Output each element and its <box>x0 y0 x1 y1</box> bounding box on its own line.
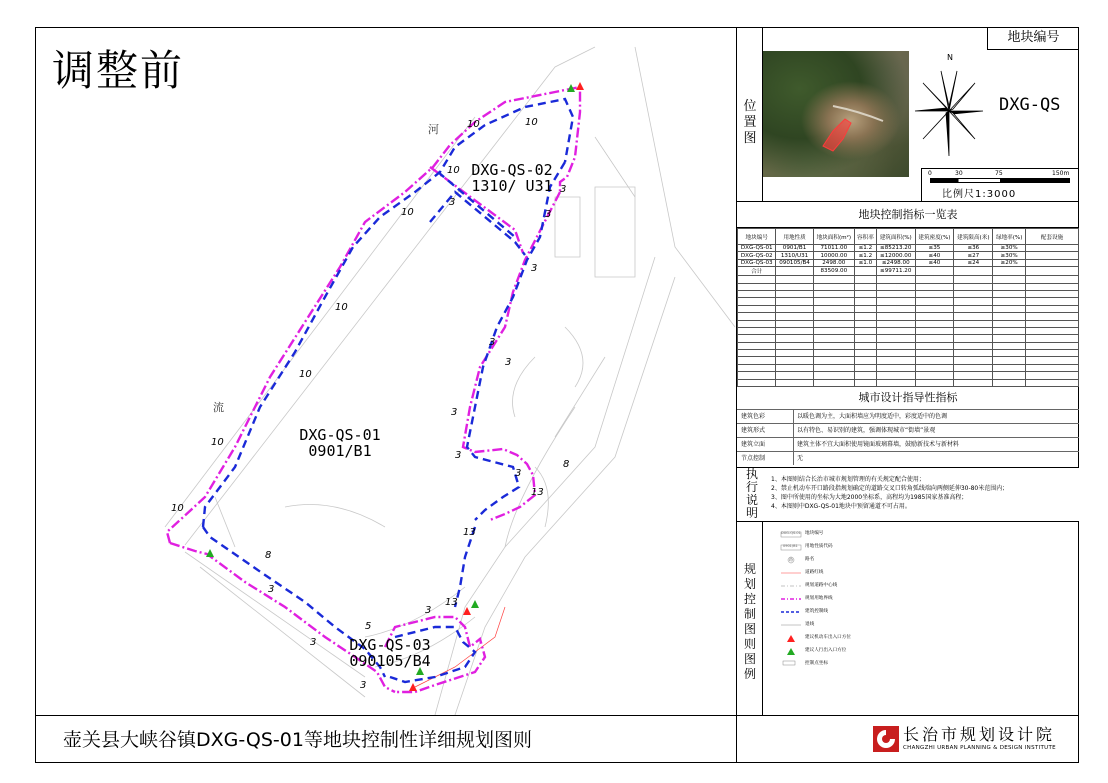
legend-item: 控制点坐标 <box>805 661 828 666</box>
table-row-empty <box>738 379 1079 386</box>
background-linework <box>165 47 735 715</box>
vehicle-entry-marker <box>576 82 584 90</box>
scale-graphic <box>930 178 1070 183</box>
table-cell: ≤1.2 <box>854 245 876 252</box>
setback-number: 3 <box>505 357 512 368</box>
north-label: N <box>947 53 953 62</box>
index-table-header <box>738 229 1079 245</box>
table-cell: 71011.00 <box>813 245 854 252</box>
notes-label: 执 行 说 明 <box>745 467 758 520</box>
notes-section <box>737 467 1079 522</box>
table-cell: DXG-QS-03 <box>738 259 776 266</box>
guide-key: 建筑形式 <box>741 427 766 434</box>
table-header-cell: 地块编号 <box>738 229 776 245</box>
institute-name: 长治市规划设计院 <box>903 725 1056 744</box>
table-row-empty <box>738 283 1079 290</box>
table-row <box>738 259 1079 266</box>
legend-sample-code: DXG-QS-01 <box>781 531 801 535</box>
legend-item: 道路红线 <box>805 570 824 575</box>
guide-key: 建筑立面 <box>741 441 766 448</box>
setback-number: 3 <box>560 184 567 195</box>
institute-logo-icon <box>873 726 899 752</box>
design-guide-title: 城市设计指导性指标 <box>858 391 958 404</box>
table-header-cell: 建筑面积(%) <box>876 229 915 245</box>
table-row-empty <box>738 298 1079 305</box>
legend-item: 路名 <box>805 557 815 562</box>
table-row-empty <box>738 276 1079 283</box>
table-cell: 1310/U31 <box>776 252 813 259</box>
legend-section <box>737 522 1079 715</box>
table-cell: 090105/B4 <box>776 259 813 266</box>
table-row <box>738 245 1079 252</box>
table-row-empty <box>738 305 1079 312</box>
setback-number: 10 <box>401 207 414 218</box>
design-guide-row <box>737 423 1079 438</box>
guide-value: 以暖色调为主，大面积墙应为明度适中，彩度适中的色调 <box>797 413 948 420</box>
legend-sample-road: 路 <box>789 557 793 562</box>
setback-number: 3 <box>425 605 432 616</box>
table-row-empty <box>738 342 1079 349</box>
setback-number: 13 <box>463 527 476 538</box>
table-cell <box>993 267 1026 276</box>
guide-key: 节点控制 <box>741 455 766 462</box>
legend-item: 用地性质代码 <box>805 544 833 549</box>
location-label: 位 置 图 <box>743 99 757 146</box>
table-cell <box>954 267 993 276</box>
note-item: 3、图中所使用的坐标为大地2000坐标系，高程均为1985国家基准高程； <box>771 494 968 501</box>
table-cell <box>1026 252 1079 259</box>
setback-number: 3 <box>360 680 367 691</box>
institute-block <box>737 715 1079 763</box>
table-row-empty <box>738 357 1079 364</box>
legend-item: 建议机动车出入口方位 <box>805 635 851 640</box>
site-highlight <box>763 51 909 177</box>
setback-number: 3 <box>489 337 496 348</box>
table-row-empty <box>738 335 1079 342</box>
table-cell: ≤85213.20 <box>876 245 915 252</box>
info-panel <box>737 27 1079 715</box>
table-cell: ≤1.0 <box>854 259 876 266</box>
scale-bar <box>921 168 1079 202</box>
legend-item: 退线 <box>805 622 815 627</box>
plot-use: 1310/ U31 <box>471 177 553 195</box>
setback-number: 5 <box>365 621 372 632</box>
table-cell: ≤24 <box>954 259 993 266</box>
guide-value: 建筑主体不宜大面积使用镜面玻璃幕墙，鼓励新技术与新材料 <box>797 441 960 448</box>
table-cell: 0901/B1 <box>776 245 813 252</box>
design-guide-row <box>737 451 1079 466</box>
table-cell: 83509.00 <box>813 267 854 276</box>
table-row-empty <box>738 313 1079 320</box>
scale-tick: 0 <box>928 170 932 177</box>
legend-item: 规划用地界线 <box>805 596 833 601</box>
table-cell: ≤2498.00 <box>876 259 915 266</box>
north-arrow-icon <box>913 51 985 169</box>
guide-value: 无 <box>797 455 804 462</box>
legend-item: 建筑控制线 <box>805 609 828 614</box>
map-area <box>35 27 737 715</box>
plot-id: DXG-QS-01 <box>299 426 381 444</box>
setback-number: 10 <box>299 369 312 380</box>
divider <box>793 409 794 465</box>
setback-number: 3 <box>449 197 456 208</box>
river-label-liu: 流 <box>213 401 224 414</box>
legend-label: 规 划 控 制 图 则 图 例 <box>743 562 756 681</box>
setback-number: 10 <box>467 119 480 130</box>
table-cell: 10000.00 <box>813 252 854 259</box>
table-header-cell: 建筑限高(米) <box>954 229 993 245</box>
table-cell: ≤12000.00 <box>876 252 915 259</box>
index-table-section <box>737 202 1079 387</box>
plot-label-qs02 <box>447 162 577 194</box>
plot-id: DXG-QS-03 <box>349 636 431 654</box>
plot-number-value: DXG-QS <box>999 95 1061 115</box>
table-cell: ≤27 <box>954 252 993 259</box>
river-label-he: 河 <box>428 123 439 136</box>
table-cell <box>1026 245 1079 252</box>
table-cell: ≤40 <box>915 252 954 259</box>
table-row-empty <box>738 372 1079 379</box>
table-cell <box>1026 259 1079 266</box>
setback-number: 3 <box>455 450 462 461</box>
design-guide-row <box>737 437 1079 452</box>
setback-number: 3 <box>531 263 538 274</box>
table-cell <box>1026 267 1079 276</box>
plot-use: 0901/B1 <box>308 442 372 460</box>
legend-item: 规划道路中心线 <box>805 583 838 588</box>
setback-number: 3 <box>545 209 552 220</box>
table-header-cell: 绿地率(%) <box>993 229 1026 245</box>
plot-use: 090105/B4 <box>349 652 431 670</box>
plot-label-qs01 <box>275 427 405 459</box>
title-before-adjustment: 调整前 <box>52 46 185 95</box>
setback-number: 13 <box>445 597 458 608</box>
setback-number: 10 <box>211 437 224 448</box>
table-cell: ≤35 <box>915 245 954 252</box>
table-row-empty <box>738 364 1079 371</box>
plot-id: DXG-QS-02 <box>471 161 553 179</box>
drawing-title: 壶关县大峡谷镇DXG-QS-01等地块控制性详细规划图则 <box>35 715 737 763</box>
table-row-empty <box>738 350 1079 357</box>
note-item: 4、本图则中DXG-QS-01地块中预留通道不可占用。 <box>771 503 911 510</box>
table-cell: ≥20% <box>993 259 1026 266</box>
table-cell: ≤36 <box>954 245 993 252</box>
guide-value: 以有特色、易识别的建筑，强调体现城市“街墙”景观 <box>797 427 936 434</box>
table-header-cell: 配套设施 <box>1026 229 1079 245</box>
table-header-cell: 容积率 <box>854 229 876 245</box>
legend-item: 地块编号 <box>805 531 824 536</box>
setback-number: 10 <box>447 165 460 176</box>
setback-number: 8 <box>563 459 570 470</box>
setback-number: 3 <box>515 468 522 479</box>
table-cell: ≤1.2 <box>854 252 876 259</box>
note-item: 2、禁止机动车开口路段指规划确定的道路交叉口转角弧线端向两侧延伸30-80米范围内； <box>771 485 1009 492</box>
legend-item: 建议人行出入口方位 <box>805 648 847 653</box>
table-header-cell: 地块面积(m²) <box>813 229 854 245</box>
setback-number: 3 <box>451 407 458 418</box>
table-cell: 合计 <box>738 267 776 276</box>
design-guide-row <box>737 409 1079 424</box>
guide-key: 建筑色彩 <box>741 413 766 420</box>
divider <box>762 522 763 715</box>
table-cell: DXG-QS-01 <box>738 245 776 252</box>
location-section <box>737 27 1079 202</box>
table-header-cell: 建筑密度(%) <box>915 229 954 245</box>
setback-number: 3 <box>310 637 317 648</box>
plot-number-label: 地块编号 <box>987 27 1079 50</box>
scale-tick: 75 <box>995 170 1003 177</box>
scale-tick: 30 <box>955 170 963 177</box>
table-cell: ≤40 <box>915 259 954 266</box>
table-row-total <box>738 267 1079 276</box>
institute-name-en: CHANGZHI URBAN PLANNING & DESIGN INSTITUTE <box>903 745 1056 751</box>
legend-sample-use: 0901/B1 <box>783 544 798 548</box>
table-cell: 2498.00 <box>813 259 854 266</box>
vehicle-entry-marker <box>409 683 417 691</box>
satellite-location-image <box>763 51 909 177</box>
table-row-empty <box>738 320 1079 327</box>
plot-label-qs03 <box>325 637 455 669</box>
scale-text: 比例尺1:3000 <box>942 189 1017 200</box>
table-row-empty <box>738 327 1079 334</box>
table-row <box>738 252 1079 259</box>
site-plan-map <box>35 27 736 715</box>
table-cell <box>854 267 876 276</box>
scale-tick: 150m <box>1052 170 1070 177</box>
table-cell <box>915 267 954 276</box>
setback-number: 3 <box>268 584 275 595</box>
setback-number: 10 <box>171 503 184 514</box>
table-cell: ≥30% <box>993 245 1026 252</box>
table-cell <box>776 267 813 276</box>
setback-number: 8 <box>265 550 272 561</box>
index-table-title: 地块控制指标一览表 <box>737 202 1079 228</box>
setback-number: 13 <box>531 487 544 498</box>
setback-number: 10 <box>525 117 538 128</box>
table-header-cell: 用地性质 <box>776 229 813 245</box>
setback-number: 10 <box>335 302 348 313</box>
table-cell: ≤99711.20 <box>876 267 915 276</box>
table-row-empty <box>738 290 1079 297</box>
index-table <box>737 228 1079 387</box>
table-cell: ≥30% <box>993 252 1026 259</box>
pedestrian-entry-marker <box>471 600 479 608</box>
table-cell: DXG-QS-02 <box>738 252 776 259</box>
note-item: 1、本图则结合长治市城市规划管理的有关规定配合使用； <box>771 476 925 483</box>
